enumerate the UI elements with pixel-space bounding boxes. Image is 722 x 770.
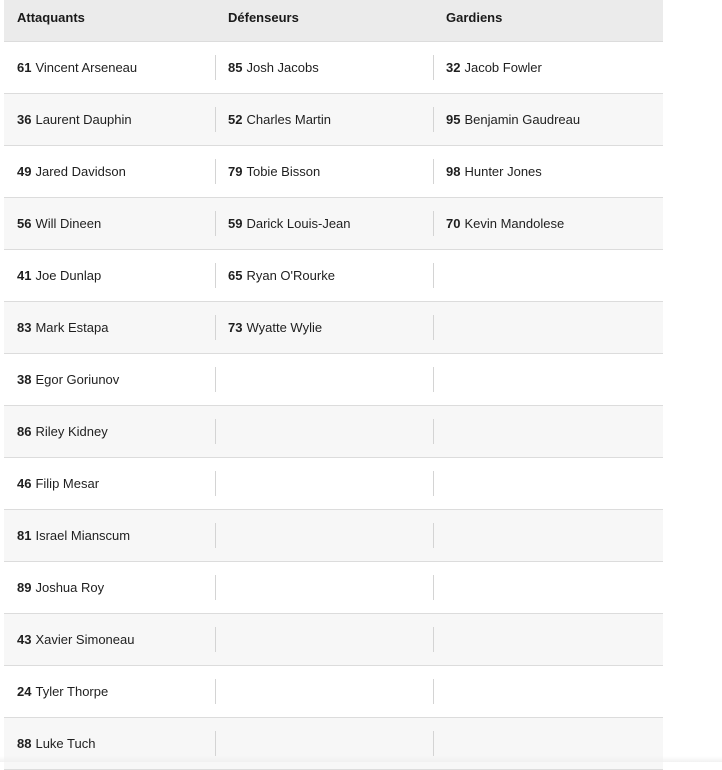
cell-gardien <box>433 613 663 665</box>
cell-attaquant <box>4 353 215 405</box>
cell-defenseur <box>215 301 433 353</box>
player-name: Josh Jacobs <box>246 60 318 75</box>
header-gardiens: Gardiens <box>433 0 663 41</box>
roster-header <box>4 0 663 41</box>
table-row <box>4 405 663 457</box>
header-defenseurs: Défenseurs <box>215 0 433 41</box>
cell-gardien <box>433 145 663 197</box>
player-name: Xavier Simoneau <box>35 632 134 647</box>
player-number: 88 <box>17 736 31 751</box>
player-name: Joe Dunlap <box>35 268 101 283</box>
player-number: 81 <box>17 528 31 543</box>
table-row <box>4 613 663 665</box>
player-name: Jared Davidson <box>35 164 125 179</box>
cell-gardien <box>433 405 663 457</box>
player-number: 73 <box>228 320 242 335</box>
cell-defenseur <box>215 561 433 613</box>
player-name: Mark Estapa <box>35 320 108 335</box>
player-name: Israel Mianscum <box>35 528 130 543</box>
player-number: 85 <box>228 60 242 75</box>
player-number: 86 <box>17 424 31 439</box>
cell-defenseur <box>215 41 433 93</box>
player-number: 79 <box>228 164 242 179</box>
cell-gardien <box>433 93 663 145</box>
table-row <box>4 197 663 249</box>
player-name: Luke Tuch <box>35 736 95 751</box>
player-name: Will Dineen <box>35 216 101 231</box>
player-number: 56 <box>17 216 31 231</box>
player-number: 36 <box>17 112 31 127</box>
cell-defenseur <box>215 353 433 405</box>
cell-defenseur <box>215 93 433 145</box>
player-number: 41 <box>17 268 31 283</box>
player-name: Vincent Arseneau <box>35 60 137 75</box>
cell-gardien <box>433 197 663 249</box>
player-number: 46 <box>17 476 31 491</box>
player-number: 61 <box>17 60 31 75</box>
player-number: 43 <box>17 632 31 647</box>
cell-attaquant <box>4 249 215 301</box>
player-name: Jacob Fowler <box>464 60 541 75</box>
player-number: 83 <box>17 320 31 335</box>
cell-gardien <box>433 509 663 561</box>
player-name: Charles Martin <box>246 112 331 127</box>
cell-gardien <box>433 301 663 353</box>
player-name: Tyler Thorpe <box>35 684 108 699</box>
player-name: Laurent Dauphin <box>35 112 131 127</box>
header-row <box>4 0 663 41</box>
player-number: 89 <box>17 580 31 595</box>
table-row <box>4 665 663 717</box>
cell-attaquant <box>4 145 215 197</box>
cell-defenseur <box>215 509 433 561</box>
cell-attaquant <box>4 405 215 457</box>
cell-gardien <box>433 353 663 405</box>
table-row <box>4 301 663 353</box>
player-number: 49 <box>17 164 31 179</box>
player-name: Tobie Bisson <box>246 164 320 179</box>
player-number: 24 <box>17 684 31 699</box>
player-name: Riley Kidney <box>35 424 107 439</box>
header-attaquants: Attaquants <box>4 0 215 41</box>
cell-defenseur <box>215 145 433 197</box>
table-row <box>4 353 663 405</box>
cell-gardien <box>433 717 663 769</box>
cell-gardien <box>433 665 663 717</box>
table-row <box>4 561 663 613</box>
cell-attaquant <box>4 561 215 613</box>
roster-table <box>4 0 663 770</box>
player-name: Kevin Mandolese <box>464 216 564 231</box>
table-row <box>4 93 663 145</box>
cell-defenseur <box>215 717 433 769</box>
cell-defenseur <box>215 249 433 301</box>
cell-attaquant <box>4 509 215 561</box>
table-row <box>4 41 663 93</box>
player-name: Hunter Jones <box>464 164 541 179</box>
cell-attaquant <box>4 665 215 717</box>
player-name: Egor Goriunov <box>35 372 119 387</box>
table-row <box>4 457 663 509</box>
player-number: 65 <box>228 268 242 283</box>
cell-gardien <box>433 561 663 613</box>
cell-defenseur <box>215 457 433 509</box>
cell-defenseur <box>215 405 433 457</box>
cell-attaquant <box>4 613 215 665</box>
cell-defenseur <box>215 197 433 249</box>
player-number: 59 <box>228 216 242 231</box>
table-row <box>4 145 663 197</box>
cell-attaquant <box>4 717 215 769</box>
cell-attaquant <box>4 197 215 249</box>
player-number: 52 <box>228 112 242 127</box>
cell-attaquant <box>4 41 215 93</box>
player-name: Filip Mesar <box>35 476 99 491</box>
cell-defenseur <box>215 613 433 665</box>
table-row <box>4 509 663 561</box>
player-name: Wyatte Wylie <box>246 320 322 335</box>
player-name: Darick Louis-Jean <box>246 216 350 231</box>
player-number: 38 <box>17 372 31 387</box>
player-name: Joshua Roy <box>35 580 104 595</box>
player-number: 95 <box>446 112 460 127</box>
cell-gardien <box>433 41 663 93</box>
table-row <box>4 249 663 301</box>
player-number: 32 <box>446 60 460 75</box>
cell-attaquant <box>4 301 215 353</box>
cell-gardien <box>433 457 663 509</box>
player-number: 98 <box>446 164 460 179</box>
roster-body <box>4 41 663 769</box>
cell-attaquant <box>4 457 215 509</box>
table-row <box>4 717 663 769</box>
cell-gardien <box>433 249 663 301</box>
player-name: Benjamin Gaudreau <box>464 112 580 127</box>
player-name: Ryan O'Rourke <box>246 268 334 283</box>
cell-defenseur <box>215 665 433 717</box>
cell-attaquant <box>4 93 215 145</box>
player-number: 70 <box>446 216 460 231</box>
